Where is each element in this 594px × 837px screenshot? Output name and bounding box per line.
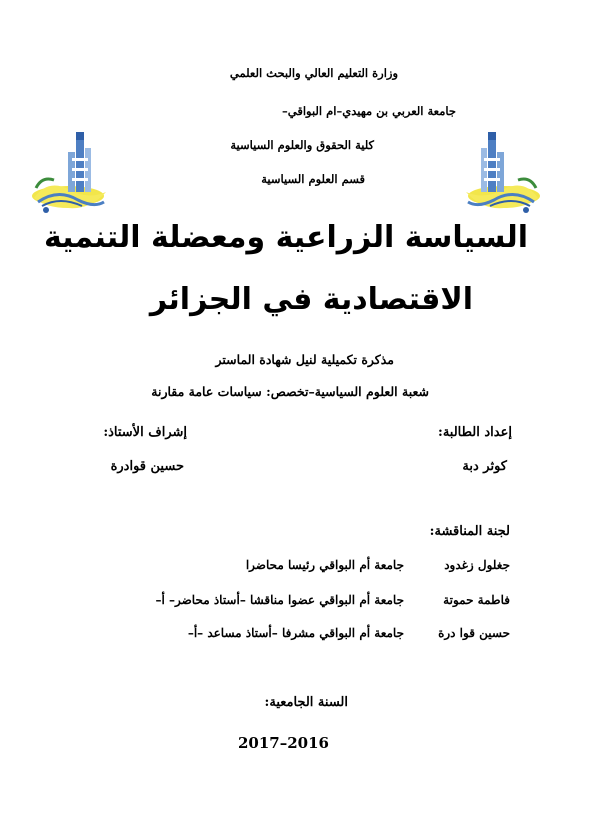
ministry-name: وزارة التعليم العالي والبحث العلمي — [229, 66, 398, 80]
thesis-title-line2: الاقتصادية في الجزائر — [149, 282, 473, 317]
academic-year-label: السنة الجامعية: — [264, 695, 348, 710]
university-name: جامعة العربي بن مهيدي–ام البواقي– — [281, 104, 456, 118]
supervisor-label: إشراف الأستاذ: — [103, 425, 187, 440]
committee-member-name: حسين قوا درة — [438, 626, 510, 640]
specialty-subtitle: شعبة العلوم السياسية–تخصص: سياسات عامة مقارنة — [151, 384, 429, 399]
memo-subtitle: مذكرة تكميلية لنيل شهادة الماستر — [215, 352, 394, 367]
committee-member-role: جامعة أم البواقي عضوا مناقشا –أستاذ محاضر– أ– — [155, 593, 404, 607]
student-name: كوثر دبة — [462, 459, 507, 474]
student-label: إعداد الطالبة: — [438, 425, 512, 440]
university-logo-left — [28, 118, 110, 218]
thesis-title-line1: السياسة الزراعية ومعضلة التنمية — [43, 220, 528, 255]
department-name: قسم العلوم السياسية — [261, 172, 365, 186]
committee-member-role: جامعة أم البواقي مشرفا –أستاذ مساعد –أ– — [187, 626, 404, 640]
supervisor-name: حسين قوادرة — [110, 459, 184, 474]
committee-member-name: جغلول زغدود — [444, 558, 510, 572]
committee-member-name: فاطمة حموتة — [443, 593, 510, 607]
faculty-name: كلية الحقوق والعلوم السياسية — [230, 138, 374, 152]
academic-year-value: 2017–2016 — [238, 734, 329, 752]
committee-label: لجنة المناقشة: — [429, 524, 510, 539]
university-logo-right — [462, 118, 544, 218]
committee-member-role: جامعة أم البواقي رئيسا محاضرا — [245, 558, 404, 572]
